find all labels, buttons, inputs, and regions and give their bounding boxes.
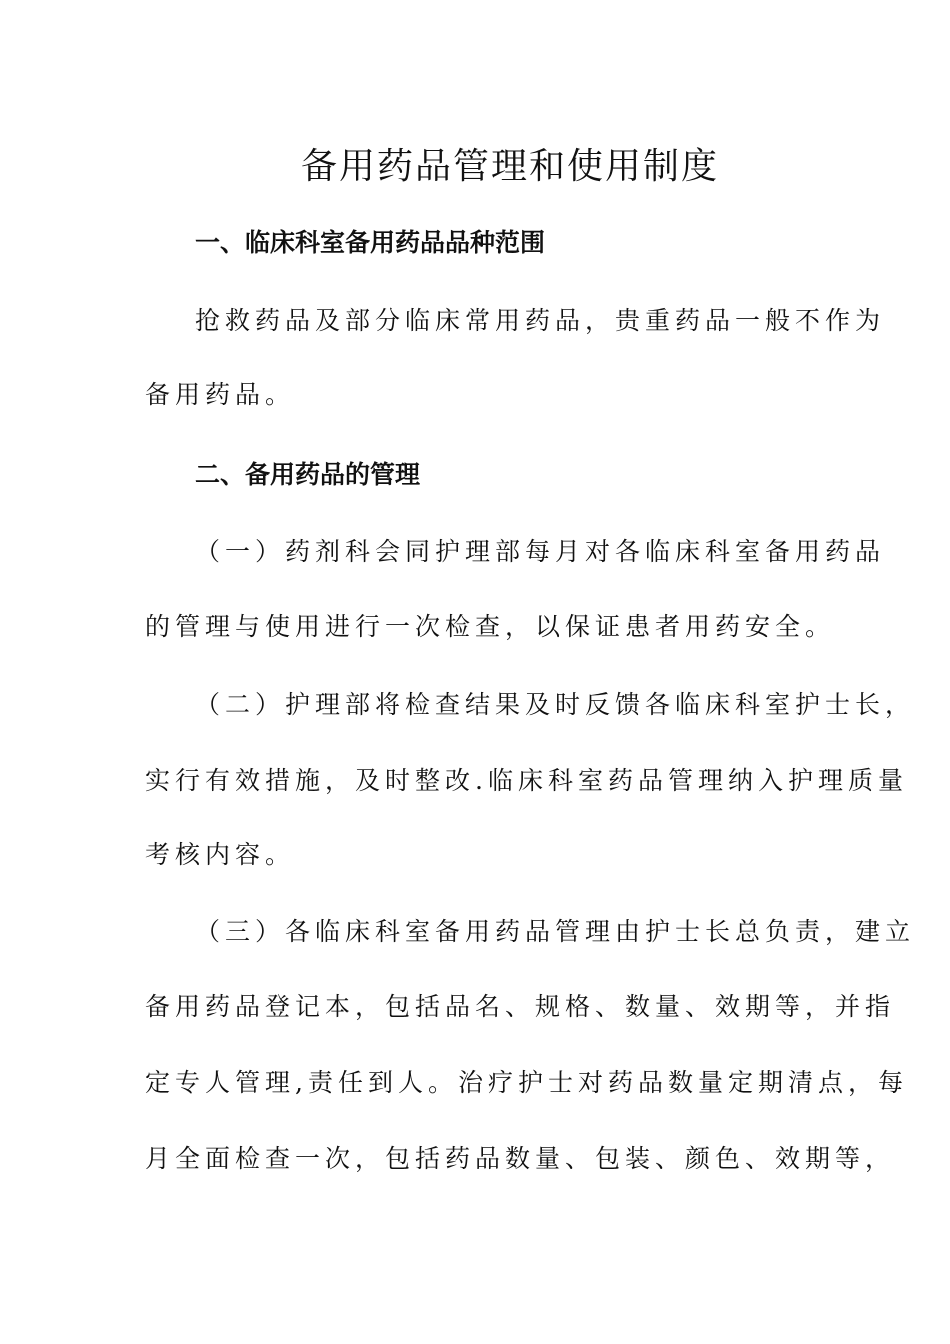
section-heading-scope: 一、临床科室备用药品品种范围 [195, 228, 546, 257]
paragraph-line: 实行有效措施，及时整改.临床科室药品管理纳入护理质量 [145, 766, 908, 795]
paragraph-line: （二）护理部将检查结果及时反馈各临床科室护士长， [195, 690, 916, 719]
paragraph-line: 考核内容。 [145, 840, 296, 869]
paragraph-line: 月全面检查一次，包括药品数量、包装、颜色、效期等， [145, 1144, 896, 1173]
paragraph-line: 的管理与使用进行一次检查，以保证患者用药安全。 [145, 612, 836, 641]
paragraph-line: 抢救药品及部分临床常用药品，贵重药品一般不作为 [195, 306, 886, 335]
paragraph-line: （一）药剂科会同护理部每月对各临床科室备用药品 [195, 537, 886, 566]
paragraph-line: 定专人管理,责任到人。治疗护士对药品数量定期清点，每 [145, 1068, 908, 1097]
paragraph-line: （三）各临床科室备用药品管理由护士长总负责，建立 [195, 917, 916, 946]
document-title: 备用药品管理和使用制度 [300, 146, 719, 187]
section-heading-management: 二、备用药品的管理 [195, 460, 421, 489]
paragraph-line: 备用药品。 [145, 380, 296, 409]
paragraph-line: 备用药品登记本，包括品名、规格、数量、效期等，并指 [145, 992, 896, 1021]
